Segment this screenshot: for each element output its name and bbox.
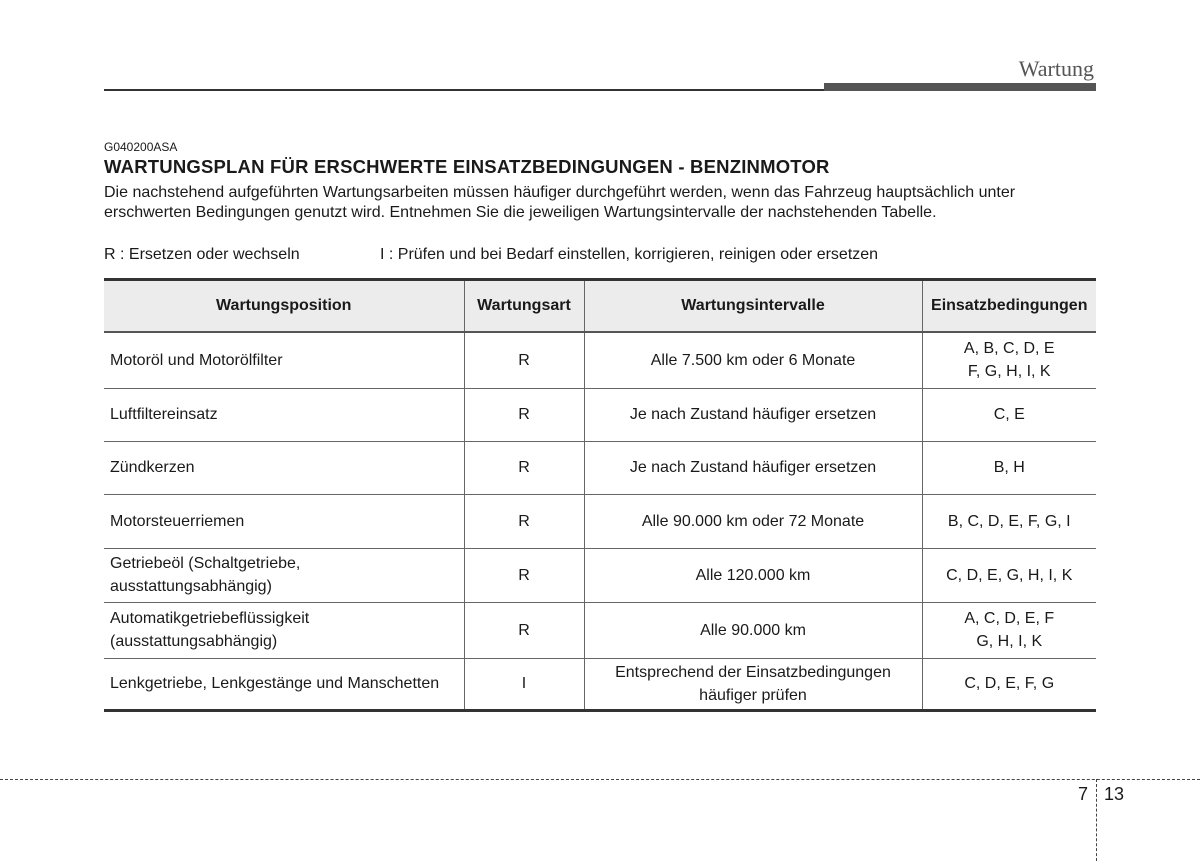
page-number-divider [1096, 779, 1097, 861]
cell-conditions: C, D, E, G, H, I, K [922, 548, 1096, 602]
table-row [104, 548, 1096, 602]
cell-position: Zündkerzen [104, 441, 464, 494]
table-row [104, 494, 1096, 548]
cell-conditions: B, H [922, 441, 1096, 494]
cell-interval: Alle 7.500 km oder 6 Monate [584, 332, 922, 388]
cell-position: Luftfiltereinsatz [104, 388, 464, 441]
cell-type: R [464, 332, 584, 388]
cell-type: R [464, 494, 584, 548]
cell-type: I [464, 658, 584, 710]
chapter-number: 7 [1078, 784, 1089, 804]
cell-type: R [464, 441, 584, 494]
cell-interval: Alle 90.000 km [584, 602, 922, 658]
header-rule [104, 89, 824, 91]
cell-conditions: B, C, D, E, F, G, I [922, 494, 1096, 548]
cell-position: Motoröl und Motorölfilter [104, 332, 464, 388]
cell-conditions: A, C, D, E, F G, H, I, K [922, 602, 1096, 658]
legend-replace: R : Ersetzen oder wechseln [104, 246, 300, 263]
header-conditions: Einsatzbedingungen [922, 280, 1096, 333]
footer-divider [0, 779, 1200, 780]
table-row [104, 332, 1096, 388]
cell-position: Lenkgetriebe, Lenkgestänge und Manschetten [104, 658, 464, 710]
page-heading: WARTUNGSPLAN FÜR ERSCHWERTE EINSATZBEDINGUNGEN - BENZINMOTOR [104, 156, 830, 177]
legend-inspect: I : Prüfen und bei Bedarf einstellen, korrigieren, reinigen oder ersetzen [380, 246, 879, 263]
cell-position: Automatikgetriebeflüssigkeit (ausstattungsabhängig) [104, 602, 464, 658]
header-interval: Wartungsintervalle [584, 280, 922, 333]
document-code: G040200ASA [104, 140, 178, 154]
header-rule-accent [824, 83, 1096, 91]
cell-type: R [464, 388, 584, 441]
cell-interval: Entsprechend der Einsatzbedingungen häufiger prüfen [584, 658, 922, 710]
cell-type: R [464, 602, 584, 658]
table-row [104, 441, 1096, 494]
cell-type: R [464, 548, 584, 602]
cell-conditions: A, B, C, D, E F, G, H, I, K [922, 332, 1096, 388]
table-row [104, 602, 1096, 658]
table-row [104, 658, 1096, 710]
cell-interval: Je nach Zustand häufiger ersetzen [584, 388, 922, 441]
page-number: 13 [1104, 784, 1125, 804]
cell-conditions: C, D, E, F, G [922, 658, 1096, 710]
header-type: Wartungsart [464, 280, 584, 333]
cell-conditions: C, E [922, 388, 1096, 441]
table-header-row [104, 280, 1096, 333]
intro-paragraph: Die nachstehend aufgeführten Wartungsarbeiten müssen häufiger durchgeführt werden, wenn das Fahrzeug hauptsächlich unter erschwerten Bedingungen genutzt wird. Entnehmen Sie die jeweiligen Wartungsintervalle der nachstehenden Tabelle. [104, 184, 1016, 221]
cell-position: Getriebeöl (Schaltgetriebe, ausstattungsabhängig) [104, 548, 464, 602]
cell-interval: Je nach Zustand häufiger ersetzen [584, 441, 922, 494]
cell-interval: Alle 90.000 km oder 72 Monate [584, 494, 922, 548]
section-title: Wartung [1018, 56, 1094, 81]
header-position: Wartungsposition [104, 280, 464, 333]
cell-interval: Alle 120.000 km [584, 548, 922, 602]
cell-position: Motorsteuerriemen [104, 494, 464, 548]
maintenance-table [104, 278, 1096, 712]
table-row [104, 388, 1096, 441]
